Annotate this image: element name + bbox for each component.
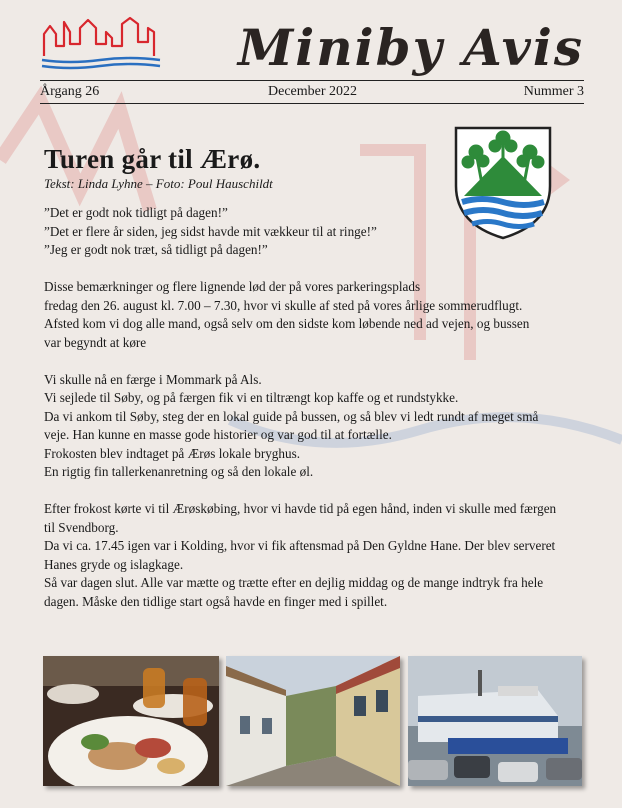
masthead-rule-top [40, 80, 584, 81]
article-line: Frokosten blev indtaget på Ærøs lokale bryghus. [44, 445, 301, 461]
article-line: Vi sejlede til Søby, og på færgen fik vi en tiltrængt kop kaffe og et rundstykke. [44, 390, 459, 405]
issue-number: Nummer 3 [523, 84, 584, 99]
article-line: ”Jeg er godt nok træt, så tidligt på dagen!” [44, 242, 268, 257]
article-paragraph [44, 278, 586, 352]
article-paragraph [44, 204, 586, 260]
article-line: fredag den 26. august kl. 7.00 – 7.30, hvor vi skulle af sted på vores årlige sommerudflugt. [44, 297, 523, 313]
article-line: Efter frokost kørte vi til Ærøskøbing, hvor vi havde tid på egen hånd, inden vi skulle med færgen [44, 501, 557, 516]
newspaper-title: Miniby Avis [237, 18, 584, 77]
volume-label: Årgang 26 [40, 84, 100, 99]
article-line: Afsted kom vi dog alle mand, også selv om den sidste kom løbende ned ad vejen, og bussen [44, 316, 530, 331]
masthead [40, 14, 584, 84]
article-headline: Turen går til Ærø. [44, 144, 261, 174]
article-line: dagen. Måske den tidlige start også havde en finger med i spillet. [44, 593, 388, 609]
photo-ferry-harbor [408, 656, 582, 786]
article-line: ”Det er godt nok tidligt på dagen!” [44, 205, 228, 220]
article-line: var begyndt at køre [44, 334, 147, 350]
article-line: Da vi ankom til Søby, steg der en lokal guide på bussen, og så blev vi ledt rundt af meget små [44, 408, 539, 424]
article-line: Disse bemærkninger og flere lignende lød der på vores parkeringsplads [44, 279, 421, 294]
photo-lunch-plate [43, 656, 219, 786]
article-line: En rigtig fin tallerkenanretning og så den lokale øl. [44, 464, 314, 479]
article-paragraph [44, 500, 586, 611]
article-line: ”Det er flere år siden, jeg sidst havde mit vækkeur til at ringe!” [44, 223, 377, 239]
article-line: veje. Han kunne en masse gode historier og var god til at fortælle. [44, 427, 392, 442]
article-line: Hanes gryde og islagkage. [44, 556, 184, 572]
article-paragraph [44, 371, 586, 482]
article-line: Vi skulle nå en færge i Mommark på Als. [44, 371, 262, 387]
city-skyline-logo-icon [40, 14, 162, 76]
issue-info-row [40, 84, 584, 100]
article-line: til Svendborg. [44, 519, 119, 535]
article-line: Så var dagen slut. Alle var mætte og trætte efter en dejlig middag og de mange indtryk fra hele [44, 575, 544, 590]
article-line: Da vi ca. 17.45 igen var i Kolding, hvor vi fik aftensmad på Den Gyldne Hane. Der blev serveret [44, 538, 556, 553]
photo-cobblestone-street [226, 656, 400, 786]
issue-date: December 2022 [268, 84, 358, 99]
article-body [44, 204, 586, 630]
masthead-rule-bottom [40, 103, 584, 104]
article-byline: Tekst: Linda Lyhne – Foto: Poul Hauschildt [44, 176, 273, 191]
